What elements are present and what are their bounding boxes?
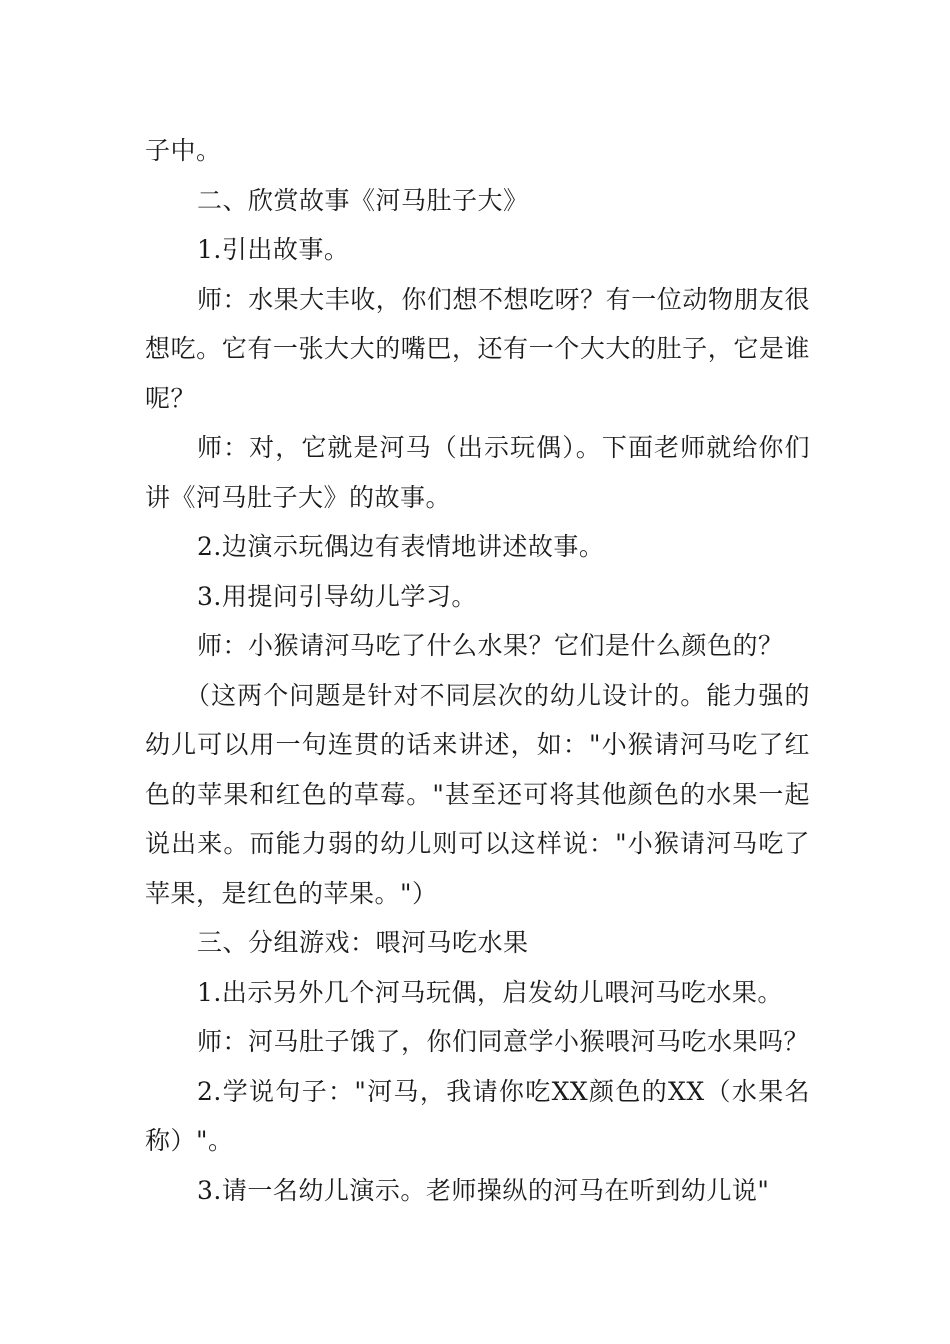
paragraph-14: 3.请一名幼儿演示。老师操纵的河马在听到幼儿说" <box>197 1175 770 1205</box>
section-heading-3: 三、分组游戏：喂河马吃水果 <box>197 928 529 957</box>
paragraph-4: 师：水果大丰收，你们想不想吃呀？有一位动物朋友很想吃。它有一张大大的嘴巴，还有一个大大的肚子，它是谁呢？ <box>145 284 810 413</box>
paragraph-5: 师：对，它就是河马（出示玩偶）。下面老师就给你们讲《河马肚子大》的故事。 <box>145 433 810 512</box>
section-heading-2: 二、欣赏故事《河马肚子大》 <box>197 185 529 215</box>
paragraph-13: 2.学说句子："河马，我请你吃XX颜色的XX（水果名称）"。 <box>145 1076 810 1155</box>
paragraph-12: 师：河马肚子饿了，你们同意学小猴喂河马吃水果吗？ <box>197 1027 810 1056</box>
document-body <box>145 126 810 1215</box>
paragraph-6: 2.边演示玩偶边有表情地讲述故事。 <box>197 532 605 561</box>
paragraph-11: 1.出示另外几个河马玩偶，启发幼儿喂河马吃水果。 <box>197 977 783 1007</box>
paragraph-8: 师：小猴请河马吃了什么水果？它们是什么颜色的？ <box>197 631 784 660</box>
paragraph-3: 1.引出故事。 <box>197 235 350 264</box>
paragraph-9: （这两个问题是针对不同层次的幼儿设计的。能力强的幼儿可以用一句连贯的话来讲述，如："小猴请河马吃了红色的苹果和红色的草莓。"甚至还可将其他颜色的水果一起说出来。而能力弱的幼儿则可以这样说："小猴请河马吃了苹果，是红色的苹果。"） <box>145 680 810 908</box>
paragraph-7: 3.用提问引导幼儿学习。 <box>197 581 477 611</box>
paragraph-1: 子中。 <box>145 136 222 165</box>
